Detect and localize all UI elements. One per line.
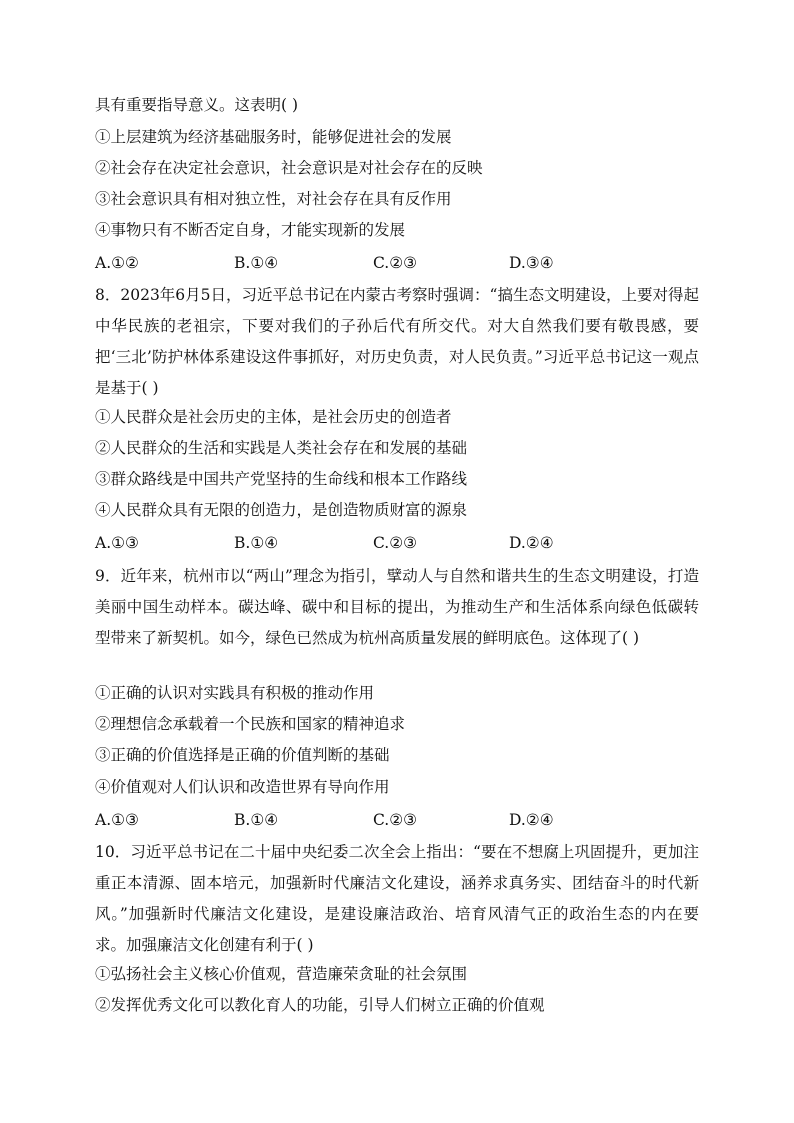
q7-choice-a: A.①② [95,254,139,272]
q8-option-2: ②人民群众的生活和实践是人类社会存在和发展的基础 [95,439,468,457]
q7-answer-choices [95,253,715,273]
q7-option-4: ④事物只有不断否定自身，才能实现新的发展 [95,221,406,239]
q8-answer-choices [95,533,715,553]
q8-option-4: ④人民群众具有无限的创造力，是创造物质财富的源泉 [95,501,468,519]
q9-option-2: ②理想信念承载着一个民族和国家的精神追求 [95,715,406,733]
q7-option-2: ②社会存在决定社会意识，社会意识是对社会存在的反映 [95,159,483,177]
q7-choice-d: D.③④ [509,254,554,272]
q9-answer-choices [95,810,715,830]
q8-stem: 8．2023年6月5日，习近平总书记在内蒙古考察时强调：“搞生态文明建设，上要对得起中华民族的老祖宗，下要对我们的子孙后代有所交代。对大自然我们要有敬畏感，要把‘三北’防护林体系建设这件事抓好，对历史负责，对人民负责。”习近平总书记这一观点是基于( ) [95,286,699,397]
q7-choice-c: C.②③ [373,254,418,272]
q9-choice-d: D.②④ [509,811,554,829]
q9-option-3: ③正确的价值选择是正确的价值判断的基础 [95,746,390,764]
q8-choice-d: D.②④ [509,534,554,552]
q8-choice-b: B.①④ [234,534,279,552]
q8-option-3: ③群众路线是中国共产党坚持的生命线和根本工作路线 [95,470,468,488]
q8-choice-a: A.①③ [95,534,139,552]
q9-stem: 9．近年来，杭州市以“两山”理念为指引，擘动人与自然和谐共生的生态文明建设，打造美丽中国生动样本。碳达峰、碳中和目标的提出，为推动生产和生活体系向绿色低碳转型带来了新契机。如今，绿色已然成为杭州高质量发展的鲜明底色。这体现了( ) [95,567,699,647]
q7-stem-tail: 具有重要指导意义。这表明( ) [95,96,299,114]
q10-option-2: ②发挥优秀文化可以教化育人的功能，引导人们树立正确的价值观 [95,996,545,1014]
q10-option-1: ①弘扬社会主义核心价值观，营造廉荣贪耻的社会氛围 [95,965,468,983]
q8-choice-c: C.②③ [373,534,418,552]
q8-option-1: ①人民群众是社会历史的主体，是社会历史的创造者 [95,408,452,426]
q9-option-1: ①正确的认识对实践具有积极的推动作用 [95,684,375,702]
q9-choice-b: B.①④ [234,811,279,829]
q9-option-4: ④价值观对人们认识和改造世界有导向作用 [95,778,390,796]
q7-option-1: ①上层建筑为经济基础服务时，能够促进社会的发展 [95,128,452,146]
q7-choice-b: B.①④ [234,254,279,272]
q9-choice-a: A.①③ [95,811,139,829]
q9-choice-c: C.②③ [373,811,418,829]
q7-option-3: ③社会意识具有相对独立性，对社会存在具有反作用 [95,190,452,208]
q10-stem: 10．习近平总书记在二十届中央纪委二次全会上指出：“要在不想腐上巩固提升，更加注重正本清源、固本培元，加强新时代廉洁文化建设，涵养求真务实、团结奋斗的时代新风。”加强新时代廉洁文化建设，是建设廉洁政治、培育风清气正的政治生态的内在要求。加强廉洁文化创建有利于( ) [95,843,699,954]
